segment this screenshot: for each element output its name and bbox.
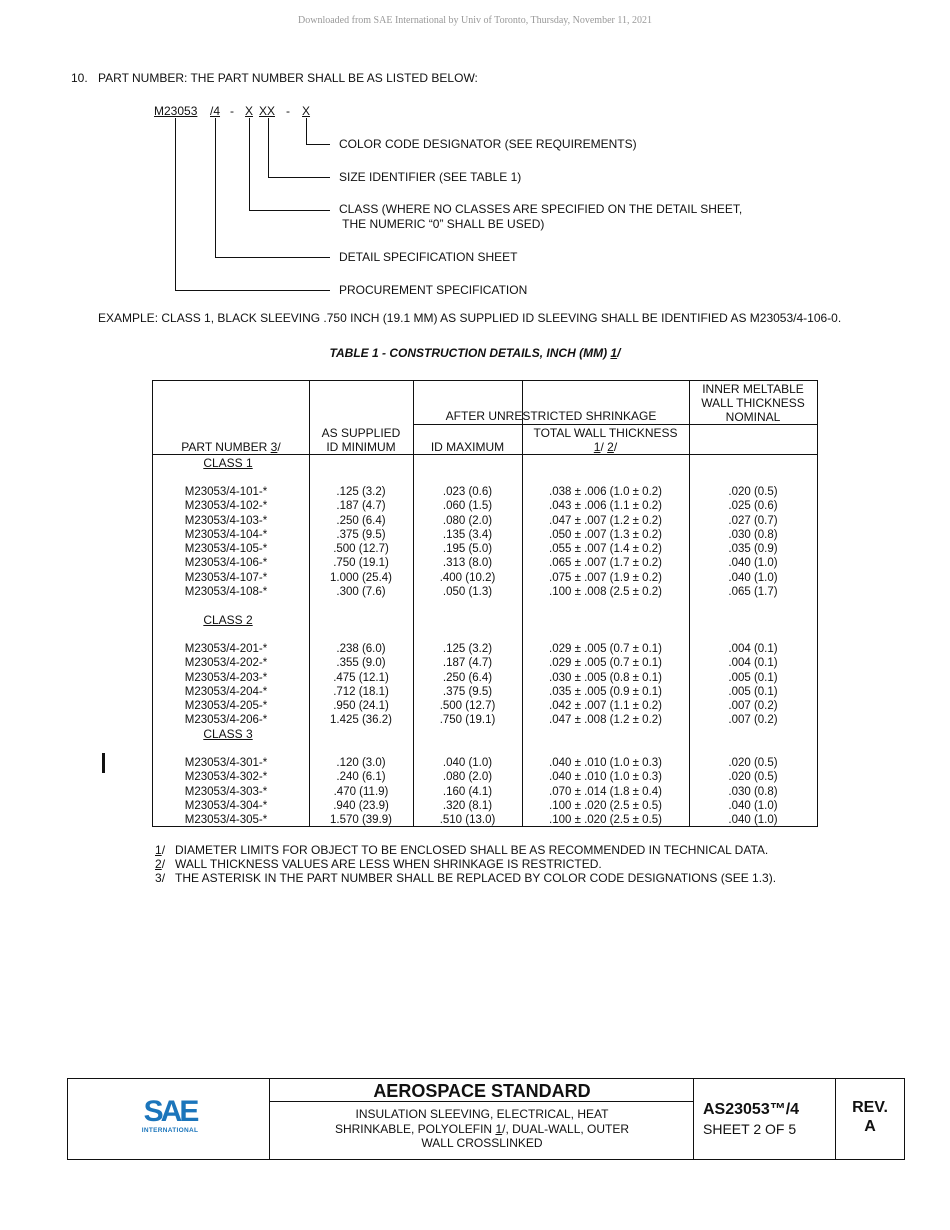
note-1-text: DIAMETER LIMITS FOR OBJECT TO BE ENCLOSED SHALL BE AS RECOMMENDED IN TECHNICAL DATA. [175,843,769,857]
table-cell-part: M23053/4-205-* [184,700,268,713]
table-cell-id-min: .375 (9.5) [336,528,386,541]
table-cell-inner: .035 (0.9) [728,543,778,556]
leader-detail-h [215,257,330,258]
table-cell-wall: .047 ± .007 (1.2 ± 0.2) [549,514,662,527]
label-class-line1: CLASS (WHERE NO CLASSES ARE SPECIFIED ON THE DETAIL SHEET, [339,202,743,216]
table-cell-inner: .030 (0.8) [728,785,778,798]
revision-change-bar [102,753,105,773]
table-cell-inner: .005 (0.1) [728,685,778,698]
note-3: 3/ THE ASTERISK IN THE PART NUMBER SHALL BE REPLACED BY COLOR CODE DESIGNATIONS (SEE 1.3). [155,871,777,885]
sae-logo [138,1097,202,1134]
table-cell-inner: .020 (0.5) [728,486,778,498]
table-cell-id-min: .940 (23.9) [333,799,389,812]
table-cell-wall: .042 ± .007 (1.1 ± 0.2) [549,700,662,713]
table-cell-inner: .040 (1.0) [728,557,778,570]
table-cell-part: M23053/4-102-* [184,500,268,513]
table-cell-inner: .030 (0.8) [728,528,778,541]
table-cell-part: M23053/4-203-* [184,671,268,684]
table-cell-part: M23053/4-108-* [184,586,268,599]
note-2: 2/ WALL THICKNESS VALUES ARE LESS WHEN SHRINKAGE IS RESTRICTED. [155,857,602,871]
document-number-cell [693,1079,836,1159]
table-cell-id-min: .238 (6.0) [336,643,386,655]
table-hline-header-mid [413,424,817,425]
class-3-label: CLASS 3 [203,727,253,741]
table-cell-part: M23053/4-105-* [184,543,268,556]
table-cell-id-min: .475 (12.1) [333,671,389,684]
class-1-inner-column [689,485,817,599]
table-cell-wall: .030 ± .005 (0.8 ± 0.1) [549,671,662,684]
table-cell-inner: .005 (0.1) [728,671,778,684]
note-3-text: THE ASTERISK IN THE PART NUMBER SHALL BE REPLACED BY COLOR CODE DESIGNATIONS (SEE 1.3). [175,871,777,885]
th-part-number: PART NUMBER 3/ [181,440,281,454]
table-cell-inner: .040 (1.0) [728,814,778,827]
revision-cell [835,1079,904,1159]
table-cell-id-min: .125 (3.2) [336,486,386,498]
table-cell-id-max: .250 (6.4) [442,671,493,684]
table-cell-id-max: .750 (19.1) [439,714,496,727]
revision-value: A [864,1118,876,1135]
table-cell-id-max: .050 (1.3) [442,586,493,599]
class-3-idmax-column [413,756,522,827]
th-inner-line1: INNER MELTABLE [702,382,804,396]
table-cell-part: M23053/4-303-* [184,785,268,798]
th-inner-meltable [689,382,817,424]
table-cell-wall: .040 ± .010 (1.0 ± 0.3) [549,757,662,769]
sae-logo-sub: INTERNATIONAL [141,1127,199,1134]
table-cell-id-min: .712 (18.1) [333,685,389,698]
table-cell-id-max: .125 (3.2) [442,643,493,655]
leader-class-v [249,118,250,210]
table-cell-part: M23053/4-101-* [184,486,268,498]
table-cell-id-min: .250 (6.4) [336,514,386,527]
th-inner-line3: NOMINAL [725,410,781,424]
table-cell-inner: .020 (0.5) [728,757,778,769]
table-cell-inner: .007 (0.2) [728,700,778,713]
table-cell-id-min: 1.425 (36.2) [329,714,392,727]
table-cell-id-max: .135 (3.4) [442,528,493,541]
label-class-line2: THE NUMERIC “0” SHALL BE USED) [339,217,545,231]
table-cell-wall: .065 ± .007 (1.7 ± 0.2) [549,557,662,570]
table-caption-note: 1 [610,346,618,360]
construction-details-table [152,380,818,827]
table-cell-id-min: .500 (12.7) [333,543,389,556]
table-cell-id-min: 1.000 (25.4) [329,571,392,584]
th-id-maximum: ID MAXIMUM [430,440,505,454]
label-color-code: COLOR CODE DESIGNATOR (SEE REQUIREMENTS) [339,137,637,151]
th-total-wall-note-b: 2 [607,440,614,454]
pn-seg-dash-2: - [286,104,290,118]
label-procurement-spec: PROCUREMENT SPECIFICATION [339,283,528,297]
table-cell-id-min: .750 (19.1) [333,557,389,570]
table-cell-id-max: .320 (8.1) [442,799,493,812]
table-cell-id-max: .187 (4.7) [442,657,493,670]
document-title-line1: INSULATION SLEEVING, ELECTRICAL, HEAT [355,1107,609,1121]
table-cell-part: M23053/4-104-* [184,528,268,541]
table-cell-part: M23053/4-106-* [184,557,268,570]
class-2-label: CLASS 2 [203,613,253,627]
class-3-wall-column [522,756,689,827]
class-1-idmax-column [413,485,522,599]
note-1: 1/ DIAMETER LIMITS FOR OBJECT TO BE ENCLOSED SHALL BE AS RECOMMENDED IN TECHNICAL DATA. [155,843,769,857]
table-cell-id-min: .470 (11.9) [333,785,389,798]
class-3-inner-column [689,756,817,827]
aerospace-standard-label: AEROSPACE STANDARD [270,1079,694,1102]
sae-logo-mark: SAE [143,1095,197,1128]
table-cell-inner: .040 (1.0) [728,571,778,584]
label-size-identifier: SIZE IDENTIFIER (SEE TABLE 1) [339,170,522,184]
table-cell-id-max: .060 (1.5) [442,500,493,513]
section-heading: PART NUMBER: THE PART NUMBER SHALL BE AS LISTED BELOW: [98,71,478,85]
th-after-shrinkage: AFTER UNRESTRICTED SHRINKAGE [445,409,657,423]
th-as-supplied-line1: AS SUPPLIED [321,426,401,440]
table-cell-inner: .027 (0.7) [728,514,778,527]
note-1-key: 1 [155,843,162,857]
class-2-part-column [153,642,299,728]
table-cell-id-min: .187 (4.7) [336,500,386,513]
title-cell [269,1079,694,1159]
table-cell-id-max: .023 (0.6) [442,486,493,498]
class-1-wall-column [522,485,689,599]
document-title-line2a: SHRINKABLE, POLYOLEFIN [334,1121,496,1136]
table-cell-inner: .025 (0.6) [728,500,778,513]
th-total-wall [522,426,689,454]
document-title-line3: WALL CROSSLINKED [421,1136,543,1150]
pn-seg-size: XX [259,104,276,118]
th-total-wall-notes: 1/ 2/ [593,440,618,454]
table-cell-wall: .038 ± .006 (1.0 ± 0.2) [549,486,662,498]
pn-seg-color: X [302,104,311,118]
th-part-number-text: PART NUMBER [181,440,271,454]
leader-size-h [268,177,330,178]
table-cell-id-min: 1.570 (39.9) [329,814,392,827]
pn-seg-dash-1: - [230,104,234,118]
table-cell-inner: .065 (1.7) [728,586,778,599]
table-cell-part: M23053/4-103-* [184,514,268,527]
table-notes [155,843,776,885]
table-cell-wall: .029 ± .005 (0.7 ± 0.1) [549,657,662,670]
table-caption-slash: / [617,346,621,360]
table-cell-wall: .047 ± .008 (1.2 ± 0.2) [549,714,662,727]
table-cell-inner: .004 (0.1) [728,643,778,655]
sheet-number: SHEET 2 OF 5 [703,1121,797,1137]
table-cell-id-min: .950 (24.1) [333,700,389,713]
leader-color-v [306,118,307,144]
table-cell-wall: .029 ± .005 (0.7 ± 0.1) [549,643,662,655]
table-cell-part: M23053/4-202-* [184,657,268,670]
table-cell-wall: .070 ± .014 (1.8 ± 0.4) [549,785,662,798]
pn-seg-detail: /4 [210,104,221,118]
table-cell-part: M23053/4-305-* [184,814,268,827]
class-3-idmin-column [309,756,413,827]
table-hline-header-bottom [153,454,817,455]
class-1-part-column [153,485,299,599]
revision-label: REV. [852,1099,888,1116]
table-cell-inner: .004 (0.1) [728,657,778,670]
note-3-key: 3 [155,871,162,885]
table-cell-wall: .100 ± .020 (2.5 ± 0.5) [549,814,662,827]
table-cell-id-max: .080 (2.0) [442,514,493,527]
table-cell-id-max: .400 (10.2) [439,571,496,584]
table-cell-id-min: .355 (9.0) [336,657,386,670]
leader-class-h [249,210,330,211]
table-cell-wall: .050 ± .007 (1.3 ± 0.2) [549,528,662,541]
table-cell-id-min: .240 (6.1) [336,771,386,784]
example-text: EXAMPLE: CLASS 1, BLACK SLEEVING .750 INCH (19.1 MM) AS SUPPLIED ID SLEEVING SHALL BE IDENTIFIED AS M23053/4-106-0. [98,311,842,325]
table-cell-part: M23053/4-302-* [184,771,268,784]
table-cell-part: M23053/4-301-* [184,757,268,769]
table-cell-part: M23053/4-107-* [184,571,268,584]
table-cell-id-max: .160 (4.1) [442,785,493,798]
th-total-wall-note-a: 1 [593,440,601,454]
pn-seg-class: X [245,104,254,118]
table-cell-part: M23053/4-204-* [184,685,268,698]
class-1-label: CLASS 1 [203,456,253,470]
table-caption [0,346,950,360]
class-1-idmin-column [309,485,413,599]
class-2-idmin-column [309,642,413,728]
table-cell-part: M23053/4-206-* [184,714,268,727]
th-as-supplied-line2: ID MINIMUM [326,440,396,454]
section-number: 10. [71,71,88,85]
th-total-wall-line1: TOTAL WALL THICKNESS [533,426,678,440]
table-cell-wall: .040 ± .010 (1.0 ± 0.3) [549,771,662,784]
document-number: AS23053™/4 [703,1101,800,1118]
table-cell-id-max: .510 (13.0) [439,814,496,827]
table-cell-inner: .020 (0.5) [728,771,778,784]
th-as-supplied [309,426,413,454]
class-2-wall-column [522,642,689,728]
table-cell-id-max: .313 (8.0) [442,557,493,570]
leader-procurement-v [175,118,176,290]
th-inner-line2: WALL THICKNESS [701,396,805,410]
note-2-key: 2 [155,857,162,871]
download-watermark: Downloaded from SAE International by Univ of Toronto, Thursday, November 11, 2021 [298,15,652,26]
table-cell-id-max: .195 (5.0) [442,543,493,556]
pn-seg-procurement: M23053 [154,104,198,118]
table-cell-part: M23053/4-304-* [184,799,268,812]
class-2-idmax-column [413,642,522,728]
table-cell-wall: .055 ± .007 (1.4 ± 0.2) [549,543,662,556]
leader-procurement-h [175,290,330,291]
table-cell-inner: .007 (0.2) [728,714,778,727]
table-cell-wall: .100 ± .008 (2.5 ± 0.2) [549,586,662,599]
leader-detail-v [215,118,216,257]
table-cell-id-max: .500 (12.7) [439,700,496,713]
leader-size-v [268,118,269,177]
class-2-inner-column [689,642,817,728]
table-cell-id-max: .080 (2.0) [442,771,493,784]
table-cell-id-min: .120 (3.0) [336,757,386,769]
table-cell-wall: .043 ± .006 (1.1 ± 0.2) [549,500,662,513]
label-detail-sheet: DETAIL SPECIFICATION SHEET [339,250,518,264]
table-cell-wall: .075 ± .007 (1.9 ± 0.2) [549,571,662,584]
th-part-number-note: 3 [270,440,278,454]
class-3-part-column [153,756,299,827]
document-title [270,1107,694,1151]
table-cell-inner: .040 (1.0) [728,799,778,812]
table-caption-text: TABLE 1 - CONSTRUCTION DETAILS, INCH (MM) [329,346,611,360]
table-cell-wall: .035 ± .005 (0.9 ± 0.1) [549,685,662,698]
note-2-text: WALL THICKNESS VALUES ARE LESS WHEN SHRINKAGE IS RESTRICTED. [175,857,602,871]
table-cell-id-max: .040 (1.0) [442,757,493,769]
document-title-line2b: /, DUAL-WALL, OUTER [502,1121,630,1136]
title-block [67,1078,905,1160]
leader-color-h [306,144,330,145]
document-title-note: 1 [495,1121,503,1136]
document-title-line2 [270,1122,694,1137]
table-cell-part: M23053/4-201-* [184,643,268,655]
table-cell-id-min: .300 (7.6) [336,586,386,599]
table-cell-id-max: .375 (9.5) [442,685,493,698]
table-cell-wall: .100 ± .020 (2.5 ± 0.5) [549,799,662,812]
